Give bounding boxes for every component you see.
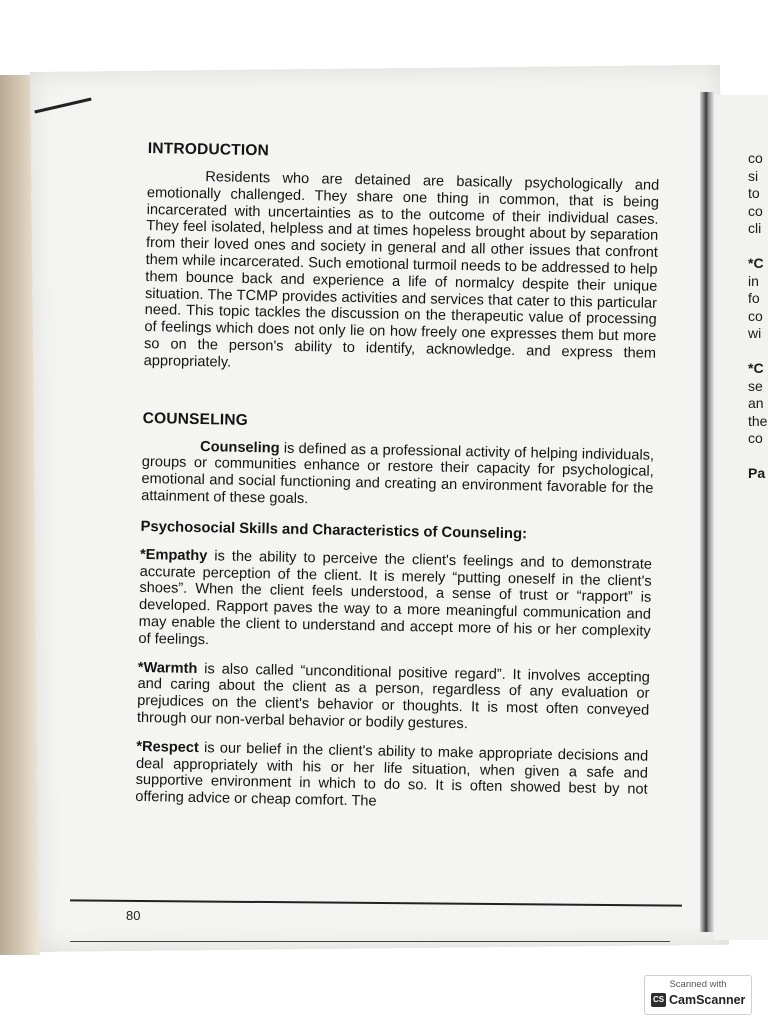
skill-term: *Respect bbox=[136, 738, 199, 756]
section-heading-introduction: INTRODUCTION bbox=[147, 140, 270, 160]
fragment-line: the bbox=[748, 412, 768, 429]
skill-text: is the ability to perceive the client's feelings and to demonstrate accurate perception of the client. It is merely “putting oneself in the client's shoes”. When the client feels understood, a sense of trust or “rapport” is developed. Rapport paves the way to a more meaningful communication and may enable the client to understand and accept more of his or her complexity of feelings. bbox=[138, 547, 653, 648]
page-number: 80 bbox=[126, 908, 141, 923]
footer-rule bbox=[70, 941, 670, 942]
fragment-line: to bbox=[748, 185, 760, 201]
scanner-brand: CamScanner bbox=[669, 993, 746, 1007]
introduction-paragraph: Residents who are detained are basically psychologically and emotionally challenged. They share one thing in common, that is being incarcerated with uncertainties as to the outcome of their individual cases. They feel isolated, helpless and at times hopeless brought about by separation from their loved ones and society in general and all other issues that confront them while incarcerated. Such emotional turmoil needs to be addressed to help them bounce back and experience a life of normalcy despite their unique situation. The TCMP provides activities and services that cater to this particular need. This topic tackles the discussion on the therapeutic value of processing of feelings which does not only lie on how freely one expresses them but more so on the person's ability to identify, acknowledge. and express them appropriately. bbox=[143, 169, 660, 371]
fragment-line: wi bbox=[748, 325, 762, 341]
skill-text: is our belief in the client's ability to make appropriate decisions and deal appropriately with his or her life situation, when given a safe and supportive environment in which to do so. It is often showed best by not offering advice or cheap comfort. The bbox=[135, 739, 649, 810]
skill-term: *Warmth bbox=[137, 659, 198, 677]
fragment-line: co bbox=[748, 202, 763, 219]
fragment-line bbox=[748, 448, 768, 466]
scanner-caption: Scanned with bbox=[669, 979, 727, 990]
page-content bbox=[135, 140, 660, 816]
section-heading-counseling: COUNSELING bbox=[142, 409, 249, 429]
fragment-line bbox=[748, 343, 768, 361]
fragment-line: *C bbox=[748, 255, 764, 271]
fragment-line: fo bbox=[748, 290, 760, 306]
definition-text: is defined as a professional activity of helping individuals, groups or communities enhance or restore their capacity for psychological, emotional and social functioning and creating an environment favorable for the attainment of these goals. bbox=[141, 440, 655, 508]
skill-text: is also called “unconditional positive regard”. It involves accepting and caring about the client as a person, regardless of any evaluation or prejudices on the client's behavior or thoughts. It is most often conveyed through our non-verbal behavior or bodily gestures. bbox=[136, 660, 650, 733]
fragment-line: co bbox=[748, 307, 763, 324]
skills-subheading: Psychosocial Skills and Characteristics of Counseling: bbox=[140, 518, 528, 543]
skill-warmth bbox=[137, 659, 650, 736]
fragment-line: Pa bbox=[748, 465, 766, 481]
skill-term: *Empathy bbox=[139, 546, 208, 564]
facing-page-text bbox=[748, 150, 768, 483]
fragment-line: cli bbox=[748, 220, 762, 236]
fragment-line: *C bbox=[748, 360, 764, 376]
book-spine bbox=[700, 92, 714, 932]
fragment-line: co bbox=[748, 430, 763, 446]
fragment-line: an bbox=[748, 395, 764, 411]
fragment-line: in bbox=[748, 272, 759, 289]
camscanner-logo-icon: CS bbox=[651, 993, 666, 1007]
definition-term: Counseling bbox=[199, 438, 280, 457]
skill-empathy bbox=[138, 547, 652, 658]
counseling-definition bbox=[141, 438, 654, 515]
fragment-line: co bbox=[748, 150, 763, 166]
fragment-line bbox=[748, 238, 768, 256]
fragment-line: se bbox=[748, 377, 763, 394]
fragment-line: si bbox=[748, 167, 759, 184]
skill-respect bbox=[135, 739, 648, 816]
scanner-watermark bbox=[644, 975, 752, 1015]
